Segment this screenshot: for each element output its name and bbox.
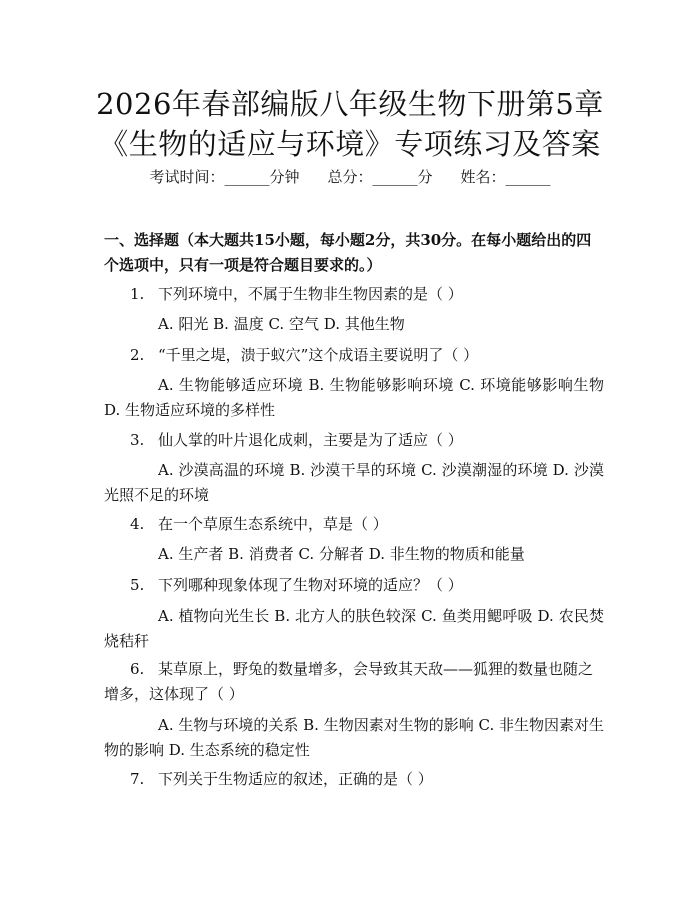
question-4-options: A. 生产者 B. 消费者 C. 分解者 D. 非生物的物质和能量 — [158, 545, 525, 563]
question-text: 下列环境中，不属于生物非生物因素的是（ ） — [158, 285, 463, 303]
question-5 — [104, 573, 604, 598]
section-heading: 一、选择题（本大题共15小题，每小题2分，共30分。在每小题给出的四个选项中，只有一项是符合题目要求的。） — [104, 231, 592, 274]
question-text: “千里之堤，溃于蚁穴”这个成语主要说明了（ ） — [158, 346, 479, 364]
question-number: 7. — [130, 770, 145, 788]
question-number: 4. — [130, 515, 145, 533]
document-title: 2026年春部编版八年级生物下册第5章《生物的适应与环境》专项练习及答案 — [96, 87, 604, 161]
question-number: 2. — [130, 346, 145, 364]
question-1-options: A. 阳光 B. 温度 C. 空气 D. 其他生物 — [158, 315, 405, 333]
question-7 — [104, 767, 604, 792]
question-number: 1. — [130, 285, 145, 303]
question-4 — [104, 512, 604, 537]
total-score-field: 总分：______分 — [327, 168, 433, 186]
question-6 — [104, 657, 604, 707]
question-number: 6. — [130, 660, 145, 678]
question-number: 3. — [130, 431, 145, 449]
question-2 — [104, 343, 604, 368]
question-1 — [104, 282, 604, 307]
exam-time-field: 考试时间：______分钟 — [149, 168, 300, 186]
question-3 — [104, 428, 604, 453]
question-3-options: A. 沙漠高温的环境 B. 沙漠干旱的环境 C. 沙漠潮湿的环境 D. 沙漠光照不足的环境 — [104, 461, 604, 504]
question-5-options: A. 植物向光生长 B. 北方人的肤色较深 C. 鱼类用鳃呼吸 D. 农民焚烧秸秆 — [104, 607, 604, 650]
question-text: 某草原上，野兔的数量增多，会导致其天敌——狐狸的数量也随之增多，这体现了（ ） — [104, 660, 594, 703]
student-name-field: 姓名：______ — [460, 168, 551, 186]
question-text: 在一个草原生态系统中，草是（ ） — [158, 515, 388, 533]
question-text: 下列关于生物适应的叙述，正确的是（ ） — [158, 770, 433, 788]
question-6-options: A. 生物与环境的关系 B. 生物因素对生物的影响 C. 非生物因素对生物的影响 D. 生态系统的稳定性 — [104, 716, 604, 759]
exam-info-line — [0, 166, 700, 188]
question-text: 仙人掌的叶片退化成刺，主要是为了适应（ ） — [158, 431, 463, 449]
question-2-options: A. 生物能够适应环境 B. 生物能够影响环境 C. 环境能够影响生物 D. 生物适应环境的多样性 — [104, 376, 604, 419]
question-number: 5. — [130, 576, 145, 594]
question-text: 下列哪种现象体现了生物对环境的适应？（ ） — [158, 576, 463, 594]
